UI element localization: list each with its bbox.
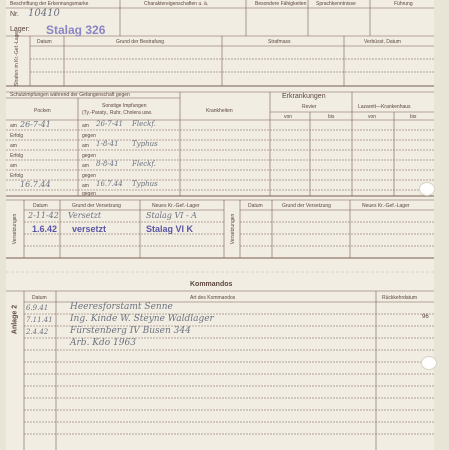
vers-hand-camp: Stalag VI - A	[146, 211, 197, 220]
vers-stamp-date: 1.6.42	[32, 224, 58, 234]
pocken-am-3: am	[10, 163, 17, 169]
pocken-hand-date-1: 26-7-41	[20, 120, 51, 129]
vers-col-grund: Grund der Versetzung	[72, 203, 121, 209]
versetzungen-side-label: Versetzungen	[12, 213, 18, 245]
kommandos-title: Kommandos	[190, 281, 233, 288]
kommando-text-2: Ing. Kinde W. Steyne Waldlager	[70, 314, 214, 324]
strafen-col-verbuesst: Verbüsst, Datum	[364, 39, 401, 45]
lager-label: Lager:	[10, 26, 30, 33]
sonst-gegen-4: gegen	[82, 191, 96, 197]
vers-col-lager: Neues Kr.-Gef.-Lager	[152, 203, 200, 209]
kommando-date-1: 6.9.41	[26, 304, 49, 312]
strafen-side-label: Strafen im Kr.-Gef.-Lager	[14, 30, 20, 86]
sonst-gegen-1: gegen	[82, 133, 96, 139]
kommandos-col-rueckkehr: Rückkehrdatum	[382, 295, 418, 301]
sonst-gegen-2: gegen	[82, 153, 96, 159]
anlage-label: Anlage 2	[11, 304, 19, 335]
kommandos-col-datum: Datum	[32, 295, 47, 301]
strafen-col-grund: Grund der Bestrafung	[116, 39, 165, 45]
revier-label: Revier	[302, 104, 317, 110]
pocken-am-1: am	[10, 123, 17, 129]
krankheiten-label: Krankheiten	[206, 108, 233, 114]
vers-hand-reason: Versetzt	[68, 211, 102, 220]
kommando-date-3: 2.4.42	[26, 328, 49, 336]
sonst-am-1: am	[82, 123, 89, 129]
sonstige-label: Sonstige Impfungen	[102, 103, 147, 109]
sonst-hand-2: Fleckf.	[132, 120, 156, 128]
vers-right-col-grund: Grund der Versetzung	[282, 203, 331, 209]
vers-col-datum: Datum	[33, 203, 48, 209]
lazarett-bis: bis	[410, 114, 417, 120]
lazarett-label: Lazarett—Krankenhaus	[358, 104, 411, 110]
pocken-erfolg-3: Erfolg	[10, 173, 24, 179]
sonst-gegen-3: gegen	[82, 173, 96, 179]
nr-label: Nr.	[10, 11, 19, 18]
lazarett-von: von	[368, 114, 377, 120]
kommandos-col-art: Art des Kommandos	[190, 295, 236, 301]
sonst-hand-6: Fleckf.	[132, 160, 156, 168]
kommando-text-3: Fürstenberg IV Busen 344	[70, 326, 191, 336]
pocken-hand-date-2: 16.7.44	[20, 180, 51, 189]
pocken-label: Pocken	[34, 108, 51, 114]
header-col-erkennungsmarke: Beschriftung der Erkennungsmarke	[10, 1, 89, 7]
impfungen-title: Schutzimpfungen während der Gefangenschaft gegen	[10, 92, 130, 98]
registration-card	[6, 0, 434, 450]
nr-value: 10410	[28, 8, 60, 19]
page-mark: 96	[422, 314, 429, 320]
vers-hand-date: 2-11-42	[28, 211, 59, 220]
punch-hole-top	[419, 182, 435, 196]
erkrankungen-title: Erkrankungen	[282, 93, 326, 100]
header-col-fuehrung: Führung	[394, 1, 413, 7]
sonstige-sub-label: (Ty.-Paraty., Ruhr, Cholera usw.	[82, 110, 153, 116]
revier-von: von	[284, 114, 293, 120]
punch-hole-bottom	[421, 356, 437, 370]
vers-right-col-lager: Neues Kr.-Gef.-Lager	[362, 203, 410, 209]
sonst-hand-1: 26-7-41	[96, 120, 123, 128]
strafen-col-strafmass: Strafmass	[268, 39, 291, 45]
sonst-hand-3: 1-8-41	[96, 140, 119, 148]
sonst-hand-5: 8-8-41	[96, 160, 119, 168]
pocken-erfolg-2: Erfolg	[10, 153, 24, 159]
header-col-faehigkeiten: Besondere Fähigkeiten	[255, 1, 307, 7]
header-col-sprachen: Sprachkenntnisse	[316, 1, 356, 7]
sonst-am-3: am	[82, 163, 89, 169]
versetzungen-right-side-label: Versetzungen	[230, 213, 236, 245]
kommando-text-4: Arb. Kdo 1963	[70, 338, 136, 348]
vers-stamp-reason: versetzt	[72, 224, 107, 234]
revier-bis: bis	[328, 114, 335, 120]
sonst-am-4: am	[82, 183, 89, 189]
pocken-am-2: am	[10, 143, 17, 149]
kommando-text-1: Heeresforstamt Senne	[70, 302, 173, 312]
form-grid	[6, 0, 434, 450]
vers-stamp-camp: Stalag VI K	[146, 224, 194, 234]
lager-stamp: Stalag 326	[46, 23, 106, 37]
kommando-date-2: 7.11.41	[26, 316, 53, 324]
strafen-col-datum: Datum	[37, 39, 52, 45]
header-col-charakter: Charaktereigenschaften u. ä.	[144, 1, 209, 7]
pocken-erfolg-1: Erfolg	[10, 133, 24, 139]
sonst-am-2: am	[82, 143, 89, 149]
vers-right-col-datum: Datum	[248, 203, 263, 209]
sonst-hand-7: 16.7.44	[96, 180, 123, 188]
sonst-hand-4: Typhus	[132, 140, 158, 148]
sonst-hand-8: Typhus	[132, 180, 158, 188]
